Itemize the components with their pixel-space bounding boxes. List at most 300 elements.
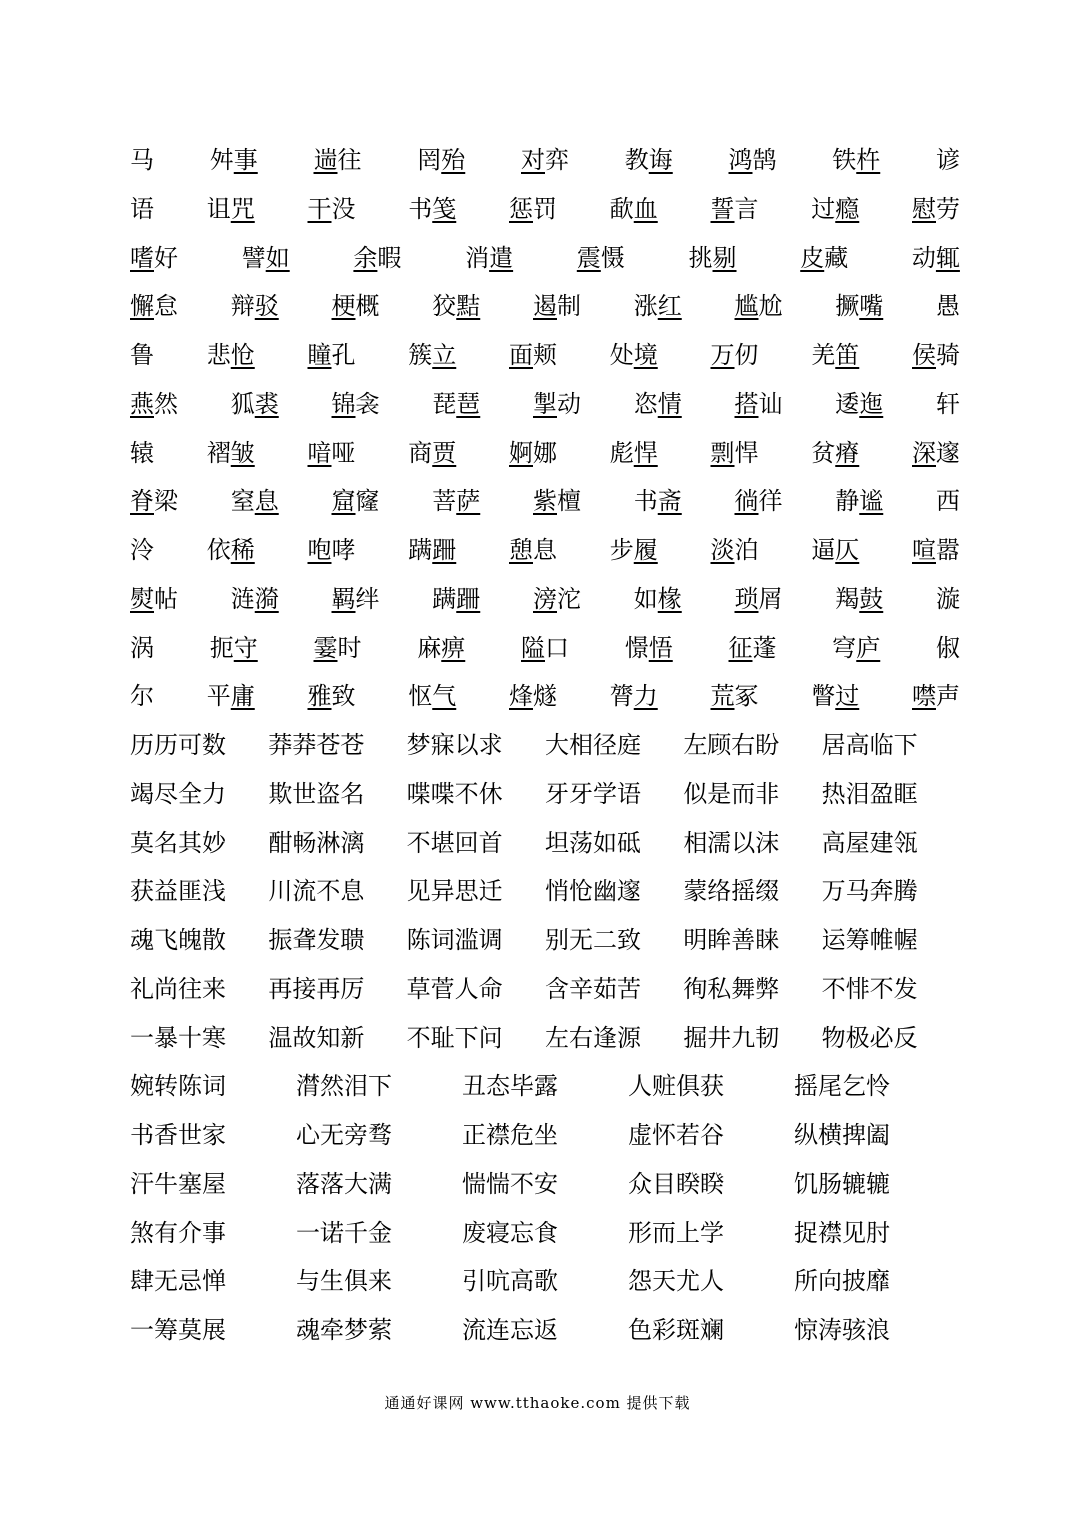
word-char: 黠 [456, 292, 481, 321]
word-char: 谧 [859, 487, 884, 516]
vocab-word [912, 194, 960, 223]
word-char: 愚 [936, 292, 960, 321]
word-char: 琶 [456, 389, 481, 418]
word-char: 逼 [811, 536, 836, 564]
idiom: 川流不息 [268, 877, 365, 906]
vocab-word [911, 243, 960, 272]
word-char: 往 [337, 146, 362, 174]
word-char: 萨 [456, 487, 481, 516]
word-char: 事 [233, 146, 258, 174]
vocab-line [130, 139, 960, 181]
idiom-line [130, 1163, 960, 1205]
word-char: 鸿 [728, 146, 753, 174]
idiom: 草菅人命 [406, 974, 503, 1003]
word-char: 羯 [835, 584, 860, 613]
word-char: 息 [254, 487, 279, 516]
word-char: 庐 [856, 633, 881, 662]
word-char: 泊 [734, 536, 759, 564]
vocab-word [130, 633, 154, 662]
idiom-line [130, 1212, 960, 1254]
vocab-word [912, 538, 960, 562]
word-char: 孔 [331, 341, 356, 369]
idiom: 万马奔腾 [821, 877, 918, 906]
vocab-word [936, 148, 960, 172]
vocab-word [230, 487, 279, 516]
vocab-word [130, 682, 154, 711]
word-char: 泠 [130, 536, 154, 564]
vocab-word [465, 243, 514, 272]
word-char: 鹄 [752, 146, 777, 174]
vocab-word [241, 243, 290, 272]
vocab-word [710, 682, 759, 711]
word-char: 尔 [130, 682, 154, 711]
vocab-word [912, 438, 960, 467]
vocab-word [811, 194, 860, 223]
idiom: 心无旁骛 [296, 1121, 392, 1149]
vocab-word [509, 438, 557, 467]
word-char: 贾 [432, 438, 457, 467]
word-char: 遄 [313, 146, 338, 174]
vocab-line [130, 383, 960, 425]
vocab-word [533, 487, 581, 516]
vocab-line [130, 675, 960, 717]
word-char: 诲 [648, 146, 673, 174]
word-char: 窟 [331, 487, 356, 516]
vocab-word [633, 292, 682, 321]
vocab-word [936, 633, 960, 662]
idiom-line [130, 968, 960, 1010]
vocab-word [331, 389, 380, 418]
word-char: 褶 [206, 438, 231, 467]
word-char: 西 [936, 487, 960, 516]
idiom: 物极必反 [821, 1023, 918, 1052]
idiom: 相濡以沫 [683, 828, 780, 857]
word-char: 绊 [355, 584, 380, 613]
word-char: 红 [657, 292, 682, 321]
vocab-word [313, 633, 362, 662]
word-char: 咒 [230, 194, 255, 223]
word-char: 屑 [758, 584, 783, 613]
word-char: 琵 [432, 389, 457, 418]
vocab-word [230, 584, 279, 613]
idiom: 含辛茹苦 [544, 974, 641, 1003]
word-char: 商 [408, 438, 433, 467]
idiom-line [130, 1017, 960, 1059]
idiom: 婉转陈词 [130, 1072, 226, 1101]
word-char: 平 [206, 682, 231, 711]
word-char: 蓬 [752, 633, 777, 662]
vocab-word [835, 389, 884, 418]
word-char: 慰 [912, 194, 936, 223]
word-char: 狐 [230, 389, 255, 418]
vocab-word [728, 633, 777, 662]
word-char: 庸 [230, 682, 255, 711]
vocab-word [835, 584, 884, 613]
vocab-word [936, 292, 960, 321]
vocab-word [729, 148, 777, 172]
word-char: 雅 [307, 682, 332, 711]
idiom: 众目睽睽 [628, 1169, 724, 1198]
word-char: 锦 [331, 389, 356, 418]
idiom: 坦荡如砥 [544, 828, 641, 857]
word-char: 辕 [130, 438, 154, 467]
vocab-word [734, 584, 783, 613]
word-char: 动 [557, 389, 581, 418]
word-char: 皱 [230, 438, 255, 467]
idiom: 流连忘返 [462, 1316, 558, 1344]
word-char: 铁 [832, 146, 857, 174]
idiom: 饥肠辘辘 [794, 1169, 890, 1198]
vocab-word [509, 682, 557, 711]
word-char: 迤 [859, 389, 884, 418]
word-char: 情 [657, 389, 682, 418]
word-char: 譬 [241, 243, 266, 272]
idiom-line [130, 822, 960, 864]
word-char: 噤 [912, 682, 936, 711]
vocab-word [688, 243, 737, 272]
idiom: 一筹莫展 [130, 1316, 226, 1344]
word-char: 撅 [835, 292, 860, 321]
word-char: 琐 [734, 584, 759, 613]
vocab-word [711, 538, 759, 562]
vocab-word [130, 584, 178, 613]
idiom: 形而上学 [628, 1218, 724, 1247]
word-char: 哑 [331, 438, 356, 467]
idiom: 明眸善睐 [683, 926, 780, 954]
vocab-word [130, 487, 178, 516]
idiom: 莫名其妙 [130, 828, 226, 857]
vocab-word [633, 389, 682, 418]
idiom: 牙牙学语 [544, 779, 641, 808]
vocab-line [130, 237, 960, 279]
word-char: 穹 [832, 633, 857, 662]
word-char: 征 [728, 633, 753, 662]
vocab-line [130, 627, 960, 669]
vocab-line [130, 480, 960, 522]
word-char: 舛 [209, 146, 234, 174]
word-char: 藏 [824, 243, 849, 272]
word-char: 悍 [633, 438, 658, 467]
word-char: 帖 [154, 584, 178, 613]
vocab-word [130, 148, 154, 172]
word-char: 笺 [432, 194, 457, 223]
vocab-word [432, 487, 481, 516]
word-char: 窿 [355, 487, 380, 516]
word-char: 檀 [557, 487, 581, 516]
word-char: 如 [633, 584, 658, 613]
word-char: 膂 [609, 682, 634, 711]
word-char: 尴 [734, 292, 759, 321]
word-char: 瞳 [307, 341, 332, 369]
vocab-word [912, 682, 960, 711]
vocab-word [210, 148, 258, 172]
word-char: 遣 [489, 243, 514, 272]
word-char: 息 [533, 536, 557, 564]
word-char: 讪 [758, 389, 783, 418]
vocab-word [533, 292, 581, 321]
word-char: 徉 [758, 487, 783, 516]
word-char: 衾 [355, 389, 380, 418]
idiom: 温故知新 [268, 1023, 365, 1052]
vocab-word [417, 148, 465, 172]
vocab-word [230, 292, 279, 321]
word-char: 荒 [710, 682, 735, 711]
vocab-word [835, 292, 884, 321]
word-char: 霎 [313, 633, 338, 662]
word-char: 履 [633, 536, 658, 564]
vocab-word [521, 633, 569, 662]
word-char: 颊 [533, 341, 557, 369]
word-char: 贫 [811, 438, 836, 467]
word-char: 守 [233, 633, 258, 662]
word-char: 烽 [509, 682, 533, 711]
word-char: 侯 [912, 341, 936, 369]
word-char: 跚 [432, 536, 457, 564]
vocab-line [130, 578, 960, 620]
word-char: 瞥 [811, 682, 836, 711]
word-char: 暇 [377, 243, 402, 272]
word-char: 概 [355, 292, 380, 321]
word-char: 徜 [734, 487, 759, 516]
word-char: 对 [521, 146, 545, 174]
vocab-word [610, 538, 658, 562]
word-char: 遏 [533, 292, 557, 321]
word-char: 杵 [856, 146, 881, 174]
idiom: 莽莽苍苍 [268, 731, 365, 759]
idiom: 大相径庭 [544, 731, 641, 759]
word-char: 簇 [408, 341, 433, 369]
word-char: 悲 [206, 341, 231, 369]
word-char: 深 [912, 438, 936, 467]
word-char: 鼓 [859, 584, 884, 613]
idiom: 捉襟见肘 [794, 1218, 890, 1247]
word-char: 漪 [254, 584, 279, 613]
word-char: 处 [609, 341, 634, 369]
word-char: 教 [624, 146, 649, 174]
vocab-word [710, 194, 759, 223]
idiom: 煞有介事 [130, 1218, 226, 1247]
idiom-line [130, 1114, 960, 1156]
idiom: 色彩斑斓 [628, 1316, 724, 1344]
word-char: 羁 [331, 584, 356, 613]
word-char: 逶 [835, 389, 860, 418]
vocab-word [609, 194, 658, 223]
word-char: 懈 [130, 292, 154, 321]
word-char: 喧 [912, 536, 936, 564]
idiom: 不悱不发 [821, 974, 918, 1003]
idiom: 历历可数 [130, 731, 226, 759]
word-char: 没 [331, 194, 356, 223]
idiom: 似是而非 [683, 779, 780, 808]
word-char: 燧 [533, 682, 557, 711]
word-char: 俶 [936, 633, 960, 662]
idiom: 不堪回首 [406, 828, 503, 857]
word-char: 言 [734, 194, 759, 223]
word-char: 搭 [734, 389, 759, 418]
word-char: 弈 [545, 146, 569, 174]
idiom: 虚怀若谷 [628, 1121, 724, 1149]
idiom: 魂飞魄散 [130, 926, 226, 954]
vocab-word [314, 148, 362, 172]
word-char: 力 [633, 682, 658, 711]
idiom: 摇尾乞怜 [794, 1072, 890, 1101]
vocab-word [912, 343, 960, 367]
word-char: 憬 [624, 633, 649, 662]
vocab-word [408, 343, 456, 367]
word-char: 声 [936, 682, 960, 711]
word-char: 境 [633, 341, 658, 369]
word-char: 椽 [657, 584, 682, 613]
word-char: 怠 [154, 292, 178, 321]
vocab-word [521, 148, 569, 172]
idiom: 振聋发聩 [268, 926, 365, 954]
word-char: 悟 [648, 633, 673, 662]
vocab-word [936, 487, 960, 516]
word-char: 尬 [758, 292, 783, 321]
word-char: 菩 [432, 487, 457, 516]
vocab-word [533, 584, 581, 613]
word-char: 歃 [609, 194, 634, 223]
word-char: 消 [465, 243, 490, 272]
idiom: 欺世盗名 [268, 779, 365, 808]
vocab-word [307, 682, 356, 711]
idiom-line [130, 1260, 960, 1302]
word-char: 面 [509, 341, 533, 369]
word-char: 仞 [734, 341, 759, 369]
word-char: 口 [545, 633, 569, 662]
vocab-word [734, 292, 783, 321]
vocab-word [432, 584, 481, 613]
vocab-word [130, 389, 178, 418]
vocab-word [509, 194, 557, 223]
word-char: 裘 [254, 389, 279, 418]
vocab-word [609, 682, 658, 711]
word-char: 嘴 [859, 292, 884, 321]
vocab-word [509, 343, 557, 367]
word-char: 冢 [734, 682, 759, 711]
word-char: 喑 [307, 438, 332, 467]
idiom: 丑态毕露 [462, 1072, 558, 1101]
word-char: 辄 [935, 243, 960, 272]
idiom: 居高临下 [821, 731, 918, 759]
idiom: 酣畅淋漓 [268, 828, 365, 857]
word-char: 斋 [657, 487, 682, 516]
word-char: 书 [408, 194, 433, 223]
idiom: 汗牛塞屋 [130, 1169, 226, 1198]
word-char: 仄 [835, 536, 860, 564]
vocab-word [832, 148, 880, 172]
idiom: 喋喋不休 [406, 779, 503, 808]
word-char: 余 [353, 243, 378, 272]
idiom: 引吭高歌 [462, 1267, 558, 1296]
vocab-word [130, 538, 154, 562]
word-char: 马 [130, 146, 154, 174]
vocab-word [209, 633, 258, 662]
idiom: 礼尚往来 [130, 974, 226, 1003]
word-char: 干 [307, 194, 332, 223]
word-char: 淡 [710, 536, 735, 564]
idiom: 悄怆幽邃 [544, 877, 641, 906]
vocab-word [408, 194, 457, 223]
vocab-word [811, 538, 859, 562]
word-char: 挑 [688, 243, 713, 272]
word-char: 动 [911, 243, 936, 272]
word-char: 致 [331, 682, 356, 711]
vocab-word [307, 194, 356, 223]
vocab-word [307, 438, 356, 467]
word-char: 稀 [230, 536, 255, 564]
idiom: 落落大满 [296, 1169, 392, 1198]
word-char: 梁 [154, 487, 178, 516]
idiom: 与生俱来 [296, 1267, 392, 1296]
word-char: 瘠 [835, 438, 860, 467]
word-char: 过 [835, 682, 860, 711]
word-char: 蹒 [432, 584, 457, 613]
word-char: 静 [835, 487, 860, 516]
word-char: 掣 [533, 389, 557, 418]
vocab-word [130, 438, 154, 467]
word-char: 彪 [609, 438, 634, 467]
vocab-word [576, 243, 625, 272]
idiom: 别无二致 [544, 926, 641, 954]
idiom: 一暴十寒 [130, 1023, 226, 1052]
vocab-word [308, 343, 356, 367]
word-char: 脊 [130, 487, 154, 516]
word-char: 谚 [936, 146, 960, 174]
vocab-word [936, 389, 960, 418]
vocab-word [130, 194, 154, 223]
vocab-word [331, 584, 380, 613]
idiom: 陈词滥调 [406, 926, 503, 954]
word-char: 气 [432, 682, 457, 711]
vocab-line [130, 334, 960, 376]
word-char: 恣 [633, 389, 658, 418]
word-char: 跚 [456, 584, 481, 613]
word-char: 驳 [254, 292, 279, 321]
idiom-line [130, 724, 960, 766]
word-char: 制 [557, 292, 581, 321]
vocab-word [130, 243, 178, 272]
vocab-word [230, 389, 279, 418]
vocab-word [811, 343, 859, 367]
idiom: 一诺千金 [296, 1218, 392, 1247]
idiom: 左顾右盼 [683, 731, 780, 759]
word-char: 过 [811, 194, 836, 223]
idiom-line [130, 870, 960, 912]
idiom-line [130, 919, 960, 961]
word-char: 羌 [811, 341, 836, 369]
word-char: 悍 [734, 438, 759, 467]
idiom-line [130, 1065, 960, 1107]
word-char: 隘 [521, 633, 545, 662]
idiom: 肆无忌惮 [130, 1267, 226, 1296]
vocab-word [308, 538, 356, 562]
word-char: 蹒 [408, 536, 433, 564]
word-char: 誓 [710, 194, 735, 223]
vocab-word [331, 292, 380, 321]
word-char: 然 [154, 389, 178, 418]
word-char: 涨 [633, 292, 658, 321]
word-char: 哮 [331, 536, 356, 564]
idiom: 运筹帷幄 [821, 926, 918, 954]
word-char: 惩 [509, 194, 533, 223]
word-char: 涟 [230, 584, 255, 613]
idiom: 人赃俱获 [628, 1072, 724, 1101]
word-char: 语 [130, 194, 154, 223]
word-char: 痹 [441, 633, 466, 662]
word-char: 嗜 [130, 243, 154, 272]
footer-credit: 通通好课网 www.tthaoke.com 提供下载 [384, 1394, 691, 1412]
